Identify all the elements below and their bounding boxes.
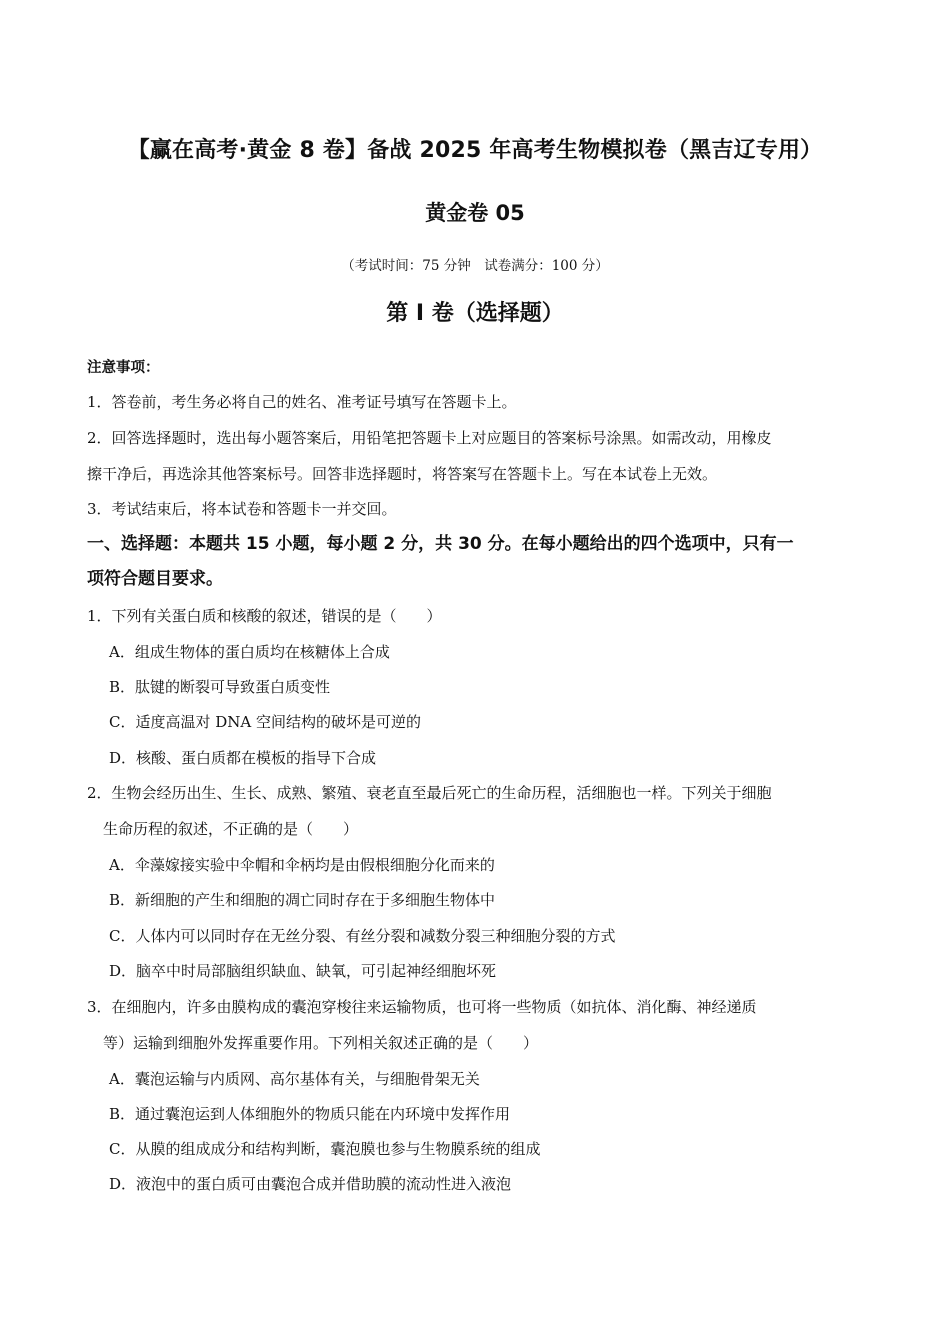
section-title: 第 I 卷（选择题） — [386, 301, 564, 326]
exam-subtitle: 黄金卷 05 — [425, 201, 525, 225]
exam-title: 【赢在高考·黄金 8 卷】备战 2025 年高考生物模拟卷（黑吉辽专用） — [127, 138, 823, 163]
note-item: 3．考试结束后，将本试卷和答题卡一并交回。 — [87, 500, 397, 518]
exam-info: （考试时间：75 分钟 试卷满分：100 分） — [341, 258, 609, 274]
question-option: C．人体内可以同时存在无丝分裂、有丝分裂和减数分裂三种细胞分裂的方式 — [109, 927, 616, 945]
question-option: A．伞藻嫁接实验中伞帽和伞柄均是由假根细胞分化而来的 — [109, 856, 495, 874]
question-stem: 等）运输到细胞外发挥重要作用。下列相关叙述正确的是（ ） — [103, 1034, 539, 1052]
question-option: B．肽键的断裂可导致蛋白质变性 — [109, 678, 331, 696]
question-option: D．液泡中的蛋白质可由囊泡合成并借助膜的流动性进入液泡 — [109, 1175, 512, 1193]
note-item: 2．回答选择题时，选出每小题答案后，用铅笔把答题卡上对应题目的答案标号涂黑。如需改动，用橡皮 — [87, 429, 772, 447]
note-item: 1．答卷前，考生务必将自己的姓名、准考证号填写在答题卡上。 — [87, 393, 517, 411]
question-option: B．通过囊泡运到人体细胞外的物质只能在内环境中发挥作用 — [109, 1105, 511, 1123]
part-heading: 项符合题目要求。 — [87, 569, 223, 589]
part-heading: 一、选择题：本题共 15 小题，每小题 2 分，共 30 分。在每小题给出的四个选项中，只有一 — [87, 534, 794, 554]
question-stem: 2．生物会经历出生、生长、成熟、繁殖、衰老直至最后死亡的生命历程，活细胞也一样。下列关于细胞 — [87, 784, 772, 802]
question-option: D．脑卒中时局部脑组织缺血、缺氧，可引起神经细胞坏死 — [109, 962, 497, 980]
notes-heading: 注意事项： — [87, 360, 160, 376]
question-option: A．组成生物体的蛋白质均在核糖体上合成 — [109, 643, 390, 661]
question-option: A．囊泡运输与内质网、高尔基体有关，与细胞骨架无关 — [109, 1070, 480, 1088]
question-stem: 3．在细胞内，许多由膜构成的囊泡穿梭往来运输物质，也可将一些物质（如抗体、消化酶、神经递质 — [87, 998, 757, 1016]
question-option: C．适度高温对 DNA 空间结构的破坏是可逆的 — [109, 713, 421, 731]
question-stem: 1．下列有关蛋白质和核酸的叙述，错误的是（ ） — [87, 607, 442, 625]
question-option: D．核酸、蛋白质都在模板的指导下合成 — [109, 749, 377, 767]
question-stem: 生命历程的叙述，不正确的是（ ） — [103, 820, 359, 838]
question-option: C．从膜的组成成分和结构判断，囊泡膜也参与生物膜系统的组成 — [109, 1140, 541, 1158]
note-item: 擦干净后，再选涂其他答案标号。回答非选择题时，将答案写在答题卡上。写在本试卷上无效。 — [87, 465, 718, 483]
question-option: B．新细胞的产生和细胞的凋亡同时存在于多细胞生物体中 — [109, 891, 496, 909]
